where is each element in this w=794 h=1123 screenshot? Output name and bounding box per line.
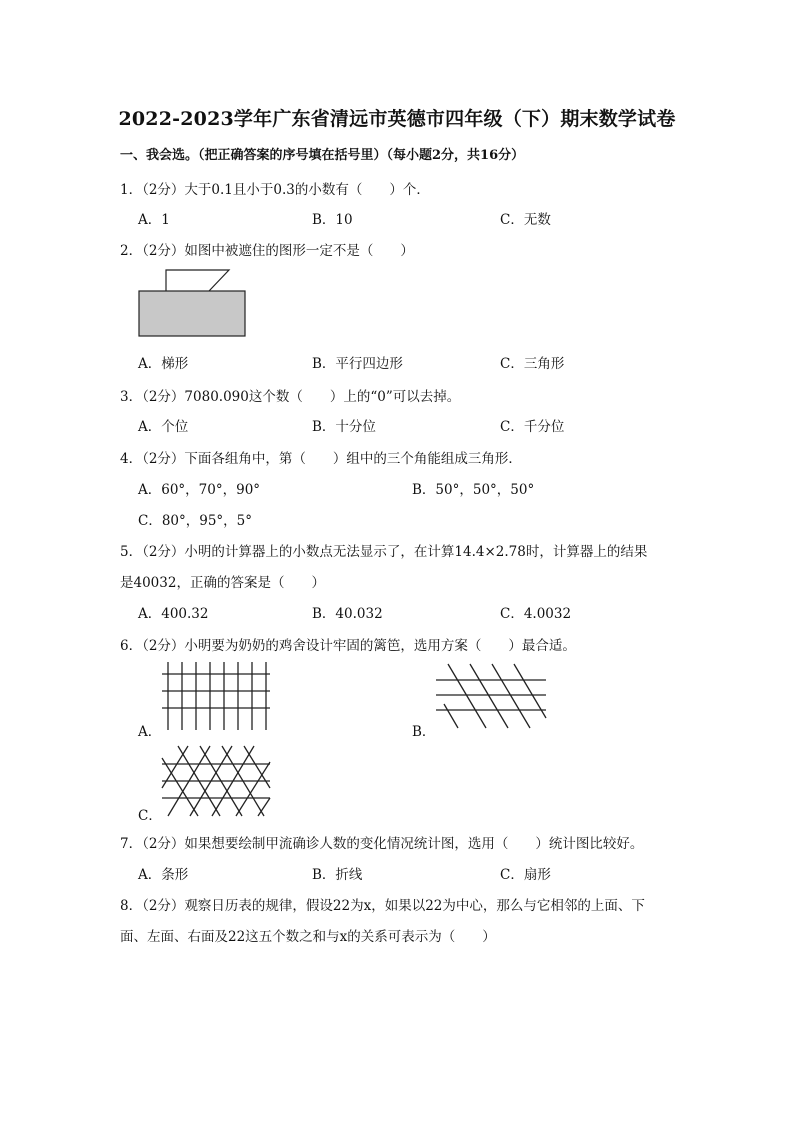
q2-option-b: B．平行四边形 xyxy=(312,356,403,372)
q2-option-c: C．三角形 xyxy=(500,356,565,372)
q6-option-a: A． xyxy=(138,724,162,740)
question-4: 4．（2分）下面各组角中，第（ ）组中的三个角能组成三角形． xyxy=(120,451,522,467)
question-6: 6．（2分）小明要为奶奶的鸡舍设计牢固的篱笆，选用方案（ ）最合适。 xyxy=(120,638,576,654)
question-3: 3．（2分）7080.090这个数（ ）上的“0”可以去掉。 xyxy=(120,389,461,405)
q5-option-a: A．400.32 xyxy=(138,606,209,622)
q6-option-c: C． xyxy=(138,808,162,824)
covered-shape-figure xyxy=(135,266,250,340)
q1-option-a: A．1 xyxy=(138,212,170,228)
q4-option-b: B．50°，50°，50° xyxy=(412,482,535,498)
question-8: 8．（2分）观察日历表的规律，假设22为x，如果以22为中心，那么与它相邻的上面、下 xyxy=(120,898,645,914)
q7-option-a: A．条形 xyxy=(138,867,189,883)
q3-option-b: B．十分位 xyxy=(312,419,376,435)
question-2: 2．（2分）如图中被遮住的图形一定不是（ ） xyxy=(120,243,414,259)
section-heading: 一、我会选。（把正确答案的序号填在括号里）（每小题2分，共16分） xyxy=(120,148,525,163)
fence-triangle-figure-c xyxy=(158,744,274,818)
question-8-continued: 面、左面、右面及22这五个数之和与x的关系可表示为（ ） xyxy=(120,929,496,945)
q1-option-c: C．无数 xyxy=(500,212,551,228)
q4-option-c: C．80°，95°，5° xyxy=(138,513,253,529)
question-5: 5．（2分）小明的计算器上的小数点无法显示了，在计算14.4×2.78时，计算器上的结果 xyxy=(120,544,648,560)
q6-option-b: B． xyxy=(412,724,436,740)
question-5-continued: 是40032，正确的答案是（ ） xyxy=(120,575,325,591)
fence-grid-figure-a xyxy=(158,660,274,732)
exam-title: 2022-2023学年广东省清远市英德市四年级（下）期末数学试卷 xyxy=(118,108,676,130)
q5-option-b: B．40.032 xyxy=(312,606,383,622)
q3-option-c: C．千分位 xyxy=(500,419,565,435)
q7-option-c: C．扇形 xyxy=(500,867,551,883)
q3-option-a: A．个位 xyxy=(138,419,189,435)
question-1: 1．（2分）大于0.1且小于0.3的小数有（ ）个． xyxy=(120,182,430,198)
q4-option-a: A．60°，70°，90° xyxy=(138,482,261,498)
question-7: 7．（2分）如果想要绘制甲流确诊人数的变化情况统计图，选用（ ）统计图比较好。 xyxy=(120,836,644,852)
q1-option-b: B．10 xyxy=(312,212,353,228)
q2-option-a: A．梯形 xyxy=(138,356,189,372)
q5-option-c: C．4.0032 xyxy=(500,606,572,622)
q7-option-b: B．折线 xyxy=(312,867,363,883)
fence-slant-figure-b xyxy=(434,660,550,732)
